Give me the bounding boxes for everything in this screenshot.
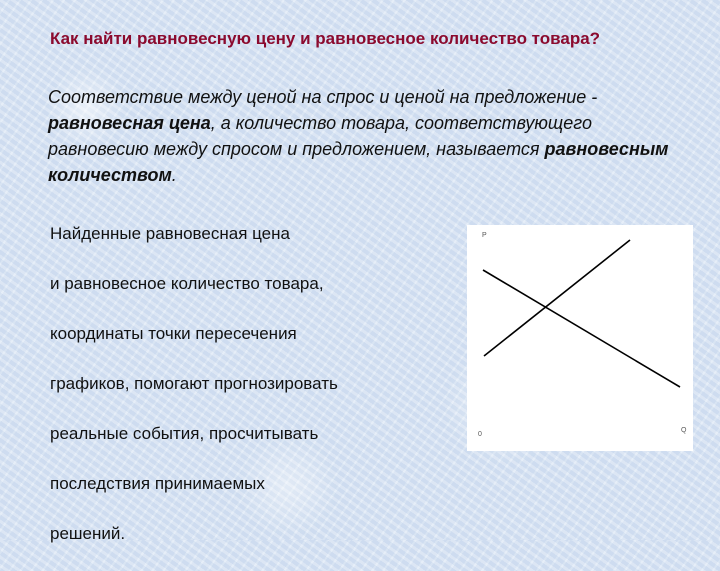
slide-title: Как найти равновесную цену и равновесное количество товара? [50,29,601,48]
explanation-line: и равновесное количество товара, [50,274,324,293]
definition-paragraph [48,84,678,188]
y-axis-mark: Р [482,232,487,239]
explanation-line: решений. [50,524,126,543]
origin-mark: 0 [478,431,482,438]
supply-demand-graph [467,225,693,451]
term-equilibrium-price: равновесная цена [48,113,211,133]
explanation-line: реальные события, просчитывать [50,424,319,443]
term-equilibrium-quantity: равновесным количеством [48,139,669,185]
x-axis-mark: Q [681,427,687,434]
graph-svg [467,225,693,451]
demand-line [483,270,680,387]
explanation-line: координаты точки пересечения [50,324,297,343]
definition-part-1: Соответствие между ценой на спрос и ценой на предложение - [48,87,598,107]
explanation-line: графиков, помогают прогнозировать [50,374,338,393]
definition-part-3: . [171,165,177,185]
definition-part-2: , а количество товара, соответствующего равновесию между спросом и предложением, называется [48,113,592,159]
explanation-line: Найденные равновесная цена [50,224,290,243]
explanation-line: последствия принимаемых [50,474,265,493]
supply-line [484,240,630,356]
explanation-text [50,196,450,571]
